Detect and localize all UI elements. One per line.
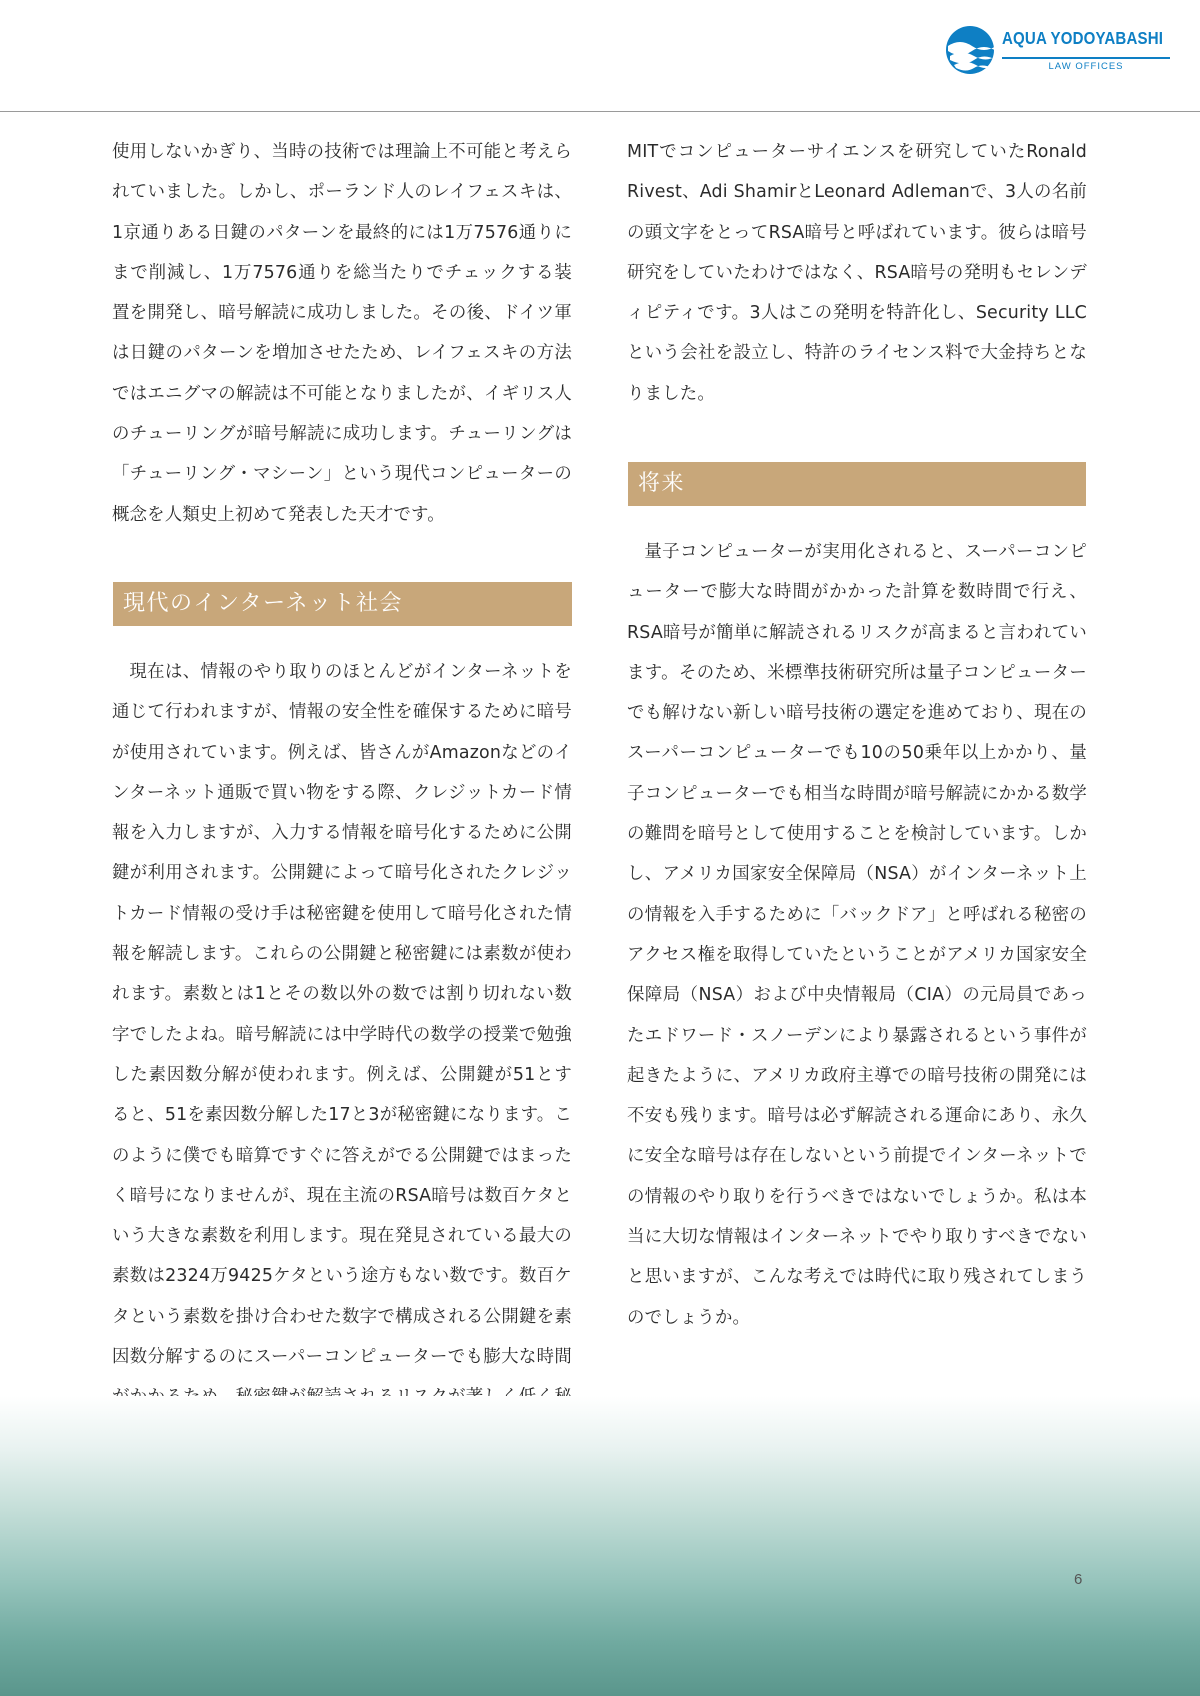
section-heading-modern-internet: 現代のインターネット社会 [113,582,572,626]
water-background-decoration [0,1396,1200,1696]
left-paragraph-2: 現在は、情報のやり取りのほとんどがインターネットを通じて行われますが、情報の安全性を確保するために暗号が使用されています。例えば、皆さんがAmazonなどのインターネット通販で買い物をする際、クレジットカード情報を入力しますが、入力する情報を暗号化するために公開鍵が利用されます。公開鍵によって暗号化されたクレジットカード情報の受け手は秘密鍵を使用して暗号化された情報を解読します。これらの公開鍵と秘密鍵には素数が使われます。素数とは1とその数以外の数では割り切れない数字でしたよね。暗号解読には中学時代の数学の授業で勉強した素因数分解が使われます。例えば、公開鍵が51とすると、51を素因数分解した17と3が秘密鍵になります。このように僕でも暗算ですぐに答えがでる公開鍵ではまったく暗号になりませんが、現在主流のRSA暗号は数百ケタという大きな素数を利用します。現在発見されている最大の素数は2324万9425ケタという途方もない数です。数百ケタという素数を掛け合わせた数字で構成される公開鍵を素因数分解するのにスーパーコンピューターでも膨大な時間 [112,662,572,1368]
right-paragraph-1: MITでコンピューターサイエンスを研究していたRonald Rivest、Adi ShamirとLeonard Adlemanで、3人の名前の頭文字をとってRSA暗号と呼ばれています。彼らは暗号研究をしていたわけではなく、RSA暗号の発明もセレンディピティです。3人はこの発明を特許化し、Security LLCという会社を設立し、特許のライセンス料で大金持ちとなりました。 [627,142,1087,404]
right-column-body [627,532,1087,1338]
logo-divider [1002,57,1170,59]
header-divider [0,111,1200,112]
section-heading-future: 将来 [628,462,1086,506]
wave-logo-icon [944,24,996,76]
left-paragraph-1: 使用しないかぎり、当時の技術では理論上不可能と考えられていました。しかし、ポーランド人のレイフェスキは、1京通りある日鍵のパターンを最終的には1万7576通りにまで削減し、1万7576通りを総当たりでチェックする装置を開発し、暗号解読に成功しました。その後、ドイツ軍は日鍵のパターンを増加させたため、レイフェスキの方法ではエニグマの解読は不可能となりましたが、イギリス人のチューリングが暗号解読に成功します。チューリングは「チューリング・マシーン」という現代コンピューターの概念を人類史上初めて発表した天才です。 [112,142,572,525]
page-number: 6 [1074,1571,1083,1588]
company-logo [944,24,1170,80]
left-column-intro [112,132,572,535]
left-column-body [112,652,572,1498]
logo-name: AQUA YODOYABASHI [1002,28,1164,48]
logo-subtitle: LAW OFFICES [1048,61,1124,72]
right-paragraph-2: 量子コンピューターが実用化されると、スーパーコンピューターで膨大な時間がかかった計算を数時間で行え、RSA暗号が簡単に解読されるリスクが高まると言われています。そのため、米標準技術研究所は量子コンピューターでも解けない新しい暗号技術の選定を進めており、現在のスーパーコンピューターでも10の50乗年以上かかり、量子コンピューターでも相当な時間が暗号解読にかかる数学の難問を暗号として使用することを検討しています。しかし、アメリカ国家安全保障局（NSA）がインターネット上の情報を入手するために「バックドア」と呼ばれる秘密のアクセス権を取得していたということがアメリカ国家安全保障局（NSA）および中央情報局（CIA）の元局員であったエドワード・スノーデンにより暴露されるという事件が起きたように、アメリカ政府主導での暗号技術の開発には不安も残ります。暗号は必ず解読される運命にあり、永久に安全な暗号は存在しないという前提でインターネットでの情報のやり取りを行うべきではないでしょうか。私は本当に大切な情報はインターネットでやり取りすべきでないと思いますが、こんな考えでは時代に取り残されてしまうのでしょうか。 [627,542,1087,1328]
right-column-intro [627,132,1087,414]
